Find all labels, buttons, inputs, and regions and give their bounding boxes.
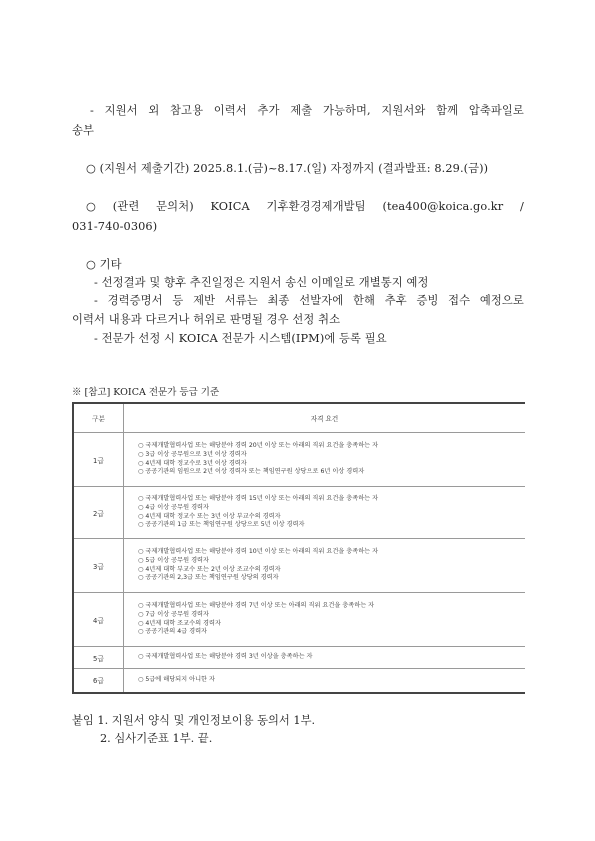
grade-cell: 3급 — [73, 539, 124, 593]
grade-cell: 1급 — [73, 433, 124, 487]
word: 한해 — [353, 294, 376, 307]
attachment-1: 붙임 1. 지원서 양식 및 개인정보이용 동의서 1부. — [72, 714, 316, 727]
word: 증빙 — [416, 294, 439, 307]
word: 최종 — [267, 294, 290, 307]
word: 경력증명서 — [107, 294, 163, 307]
word: 압축파일로 — [468, 104, 524, 117]
table-row — [73, 487, 525, 539]
word: (관련 — [112, 200, 140, 213]
requirement-item: ○ 4년제 대학 정교수로 3년 이상 경력자 — [138, 459, 247, 467]
attachment-2: 2. 심사기준표 1부. 끝. — [100, 732, 213, 745]
requirement-item: ○ 국제개발협력사업 또는 해당분야 경력 15년 이상 또는 아래의 직위 요건을 충족하는 자 — [138, 495, 379, 503]
grade-cell: 2급 — [73, 487, 124, 539]
word: / — [520, 200, 524, 213]
other-item-3: - 전문가 선정 시 KOICA 전문가 시스템(IPM)에 등록 필요 — [94, 332, 387, 345]
requirement-cell — [124, 647, 526, 669]
table-row — [73, 539, 525, 593]
word: 기후환경경제개발팀 — [266, 200, 366, 213]
contact-line1 — [86, 200, 524, 214]
table-row — [73, 669, 525, 693]
grade-cell: 6급 — [73, 669, 124, 693]
requirement-item: ○ 국제개발협력사업 또는 해당분야 경력 20년 이상 또는 아래의 직위 요건을 충족하는 자 — [138, 442, 379, 450]
header-requirements: 자격 요건 — [124, 403, 526, 433]
word: 제반 — [193, 294, 216, 307]
p1-line1 — [90, 104, 524, 118]
requirement-item: ○ 7급 이상 공무원 경력자 — [138, 610, 209, 618]
table-row — [73, 433, 525, 487]
requirement-item: ○ 공공기관의 임원으로 2년 이상 경력자 또는 책임연구원 상당으로 6년 이상 경력자 — [138, 468, 365, 476]
grade-table — [72, 402, 525, 694]
requirement-item: ○ 4년제 대학 정교수 또는 3년 이상 부교수의 경력자 — [138, 512, 281, 520]
other-item-1: - 선정결과 및 향후 추진일정은 지원서 송신 이메일로 개별통지 예정 — [94, 276, 429, 289]
word: 서류는 — [224, 294, 258, 307]
word: 지원서와 — [381, 104, 426, 117]
other-heading: ○ 기타 — [86, 258, 122, 271]
requirement-cell — [124, 593, 526, 647]
word: (tea400@koica.go.kr — [382, 200, 504, 213]
p1-line2: 송부 — [72, 124, 95, 137]
word: 예정으로 — [479, 294, 524, 307]
word: 문의처) — [156, 200, 194, 213]
grade-cell: 4급 — [73, 593, 124, 647]
requirement-cell — [124, 487, 526, 539]
requirement-item: ○ 4급 이상 공무원 경력자 — [138, 503, 209, 511]
word: 선발자에 — [299, 294, 344, 307]
table-row — [73, 593, 525, 647]
table-header-row — [73, 403, 525, 433]
word: KOICA — [210, 200, 250, 213]
requirement-item: ○ 3급 이상 공무원으로 3년 이상 경력자 — [138, 450, 247, 458]
header-grade: 구분 — [73, 403, 124, 433]
other-item-2-line1 — [94, 294, 524, 308]
word: 함께 — [436, 104, 459, 117]
word: 추가 — [257, 104, 280, 117]
requirement-item: ○ 공공기관의 1급 또는 책임연구원 상당으로 5년 이상 경력자 — [138, 521, 305, 529]
word: - — [90, 104, 94, 117]
grade-cell: 5급 — [73, 647, 124, 669]
word: 등 — [172, 294, 184, 307]
requirement-item: ○ 4년제 대학 조교수의 경력자 — [138, 619, 221, 627]
word: 지원서 — [104, 104, 138, 117]
requirement-item: ○ 국제개발협력사업 또는 해당분야 경력 7년 이상 또는 아래의 직위 요건을 충족하는 자 — [138, 602, 375, 610]
requirement-cell — [124, 669, 526, 693]
requirement-item: ○ 국제개발협력사업 또는 해당분야 경력 10년 이상 또는 아래의 직위 요건을 충족하는 자 — [138, 548, 379, 556]
word: 참고용 — [170, 104, 204, 117]
requirement-cell — [124, 433, 526, 487]
requirement-item: ○ 5급 이상 공무원 경력자 — [138, 556, 209, 564]
requirement-item: ○ 공공기관의 2,3급 또는 책임연구원 상당의 경력자 — [138, 574, 279, 582]
requirement-item: ○ 5급에 해당되지 아니한 자 — [138, 675, 215, 683]
table-row — [73, 647, 525, 669]
requirement-item: ○ 국제개발협력사업 또는 해당분야 경력 3년 이상을 충족하는 자 — [138, 653, 313, 661]
word: - — [94, 294, 98, 307]
word: 이력서 — [213, 104, 247, 117]
requirement-cell — [124, 539, 526, 593]
other-item-2-line2: 이력서 내용과 다르거나 허위로 판명될 경우 선정 취소 — [72, 313, 341, 326]
word: 추후 — [384, 294, 407, 307]
word: 제출 — [290, 104, 313, 117]
requirement-item: ○ 공공기관의 4급 경력자 — [138, 628, 208, 636]
word: 외 — [148, 104, 160, 117]
contact-line2: 031-740-0306) — [72, 220, 158, 233]
deadline-text: ○ (지원서 제출기간) 2025.8.1.(금)~8.17.(일) 자정까지 (결과발표: 8.29.(금)) — [86, 162, 489, 175]
requirement-item: ○ 4년제 대학 부교수 또는 2년 이상 조교수의 경력자 — [138, 565, 281, 573]
word: ○ — [86, 200, 96, 213]
table-caption: ※ [참고] KOICA 전문가 등급 기준 — [72, 387, 220, 398]
word: 접수 — [448, 294, 471, 307]
word: 가능하며, — [322, 104, 371, 117]
